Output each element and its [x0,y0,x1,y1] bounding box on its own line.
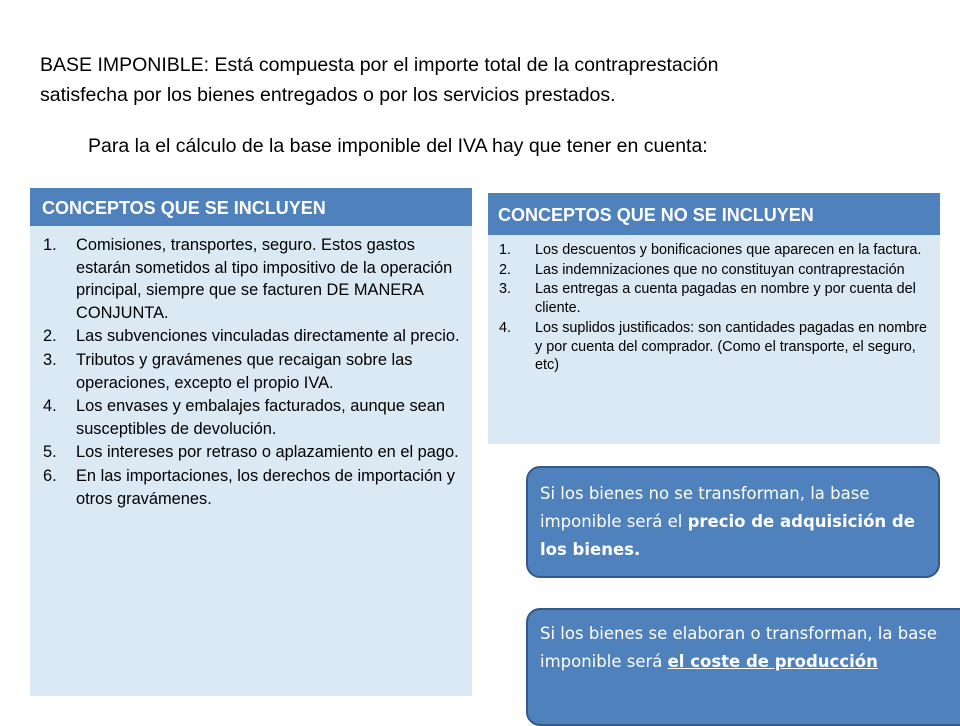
item-text: En las importaciones, los derechos de importación y otros gravámenes. [76,466,455,508]
list-item [499,241,930,260]
item-number: 5. [43,443,57,462]
list-item [499,319,930,375]
list-item [43,325,462,348]
item-number: 3. [43,350,57,369]
item-text: Los envases y embalajes facturados, aunque sean susceptibles de devolución. [76,397,446,438]
item-text: Las subvenciones vinculadas directamente al precio. [76,327,460,346]
intro-line-1: BASE IMPONIBLE: Está compuesta por el importe total de la contraprestación [40,54,719,76]
excluded-concepts-body [488,235,940,444]
list-item [499,280,930,317]
intro-line-2: satisfecha por los bienes entregados o por los servicios prestados. [40,84,616,106]
item-number: 1. [43,236,57,254]
callout-highlight: precio de adquisición de los bienes. [540,512,915,559]
item-text: Los descuentos y bonificaciones que aparecen en la factura. [535,242,922,258]
item-text: Los suplidos justificados: son cantidades pagadas en nombre y por cuenta del comprador. (Como el transporte, el seguro, etc) [535,319,927,374]
intro-paragraph [40,50,940,110]
item-number: 6. [43,466,57,485]
callout-highlight: el coste de producción [667,652,878,671]
item-number: 2. [499,261,512,278]
list-item [43,349,462,394]
item-number: 1. [499,242,512,258]
item-text: Tributos y gravámenes que recaigan sobre las operaciones, excepto el propio IVA. [76,350,413,392]
excluded-concepts-title: CONCEPTOS QUE NO SE INCLUYEN [488,193,940,235]
item-text: Los intereses por retraso o aplazamiento en el pago. [76,443,459,462]
list-item [499,261,930,280]
included-concepts-title: CONCEPTOS QUE SE INCLUYEN [30,188,472,226]
excluded-concepts-panel [488,193,940,444]
item-text: Comisiones, transportes, seguro. Estos gastos estarán sometidos al tipo impositivo de la operación principal, siempre que se facturen DE MANERA CONJUNTA. [76,236,453,322]
included-concepts-body [30,226,472,696]
list-item [43,395,462,440]
item-number: 4. [499,319,512,336]
subtitle: Para la el cálculo de la base imponible del IVA hay que tener en cuenta: [88,135,708,157]
included-concepts-panel [30,188,472,696]
callout-text: Si los bienes se elaboran o transforman, la base imponible será [540,624,938,671]
item-number: 2. [43,327,57,346]
list-item [43,441,462,464]
list-item [43,234,462,324]
list-item [43,465,462,510]
excluded-concepts-list [499,241,930,375]
callout-text: Si los bienes no se transforman, la base imponible será el [540,484,870,531]
item-text: Las indemnizaciones que no constituyan contraprestación [535,261,905,278]
callout-no-transform [526,466,940,578]
item-number: 4. [43,397,57,416]
item-number: 3. [499,281,512,298]
callout-transform [526,608,960,726]
item-text: Las entregas a cuenta pagadas en nombre y por cuenta del cliente. [535,281,916,317]
included-concepts-list [43,234,462,510]
